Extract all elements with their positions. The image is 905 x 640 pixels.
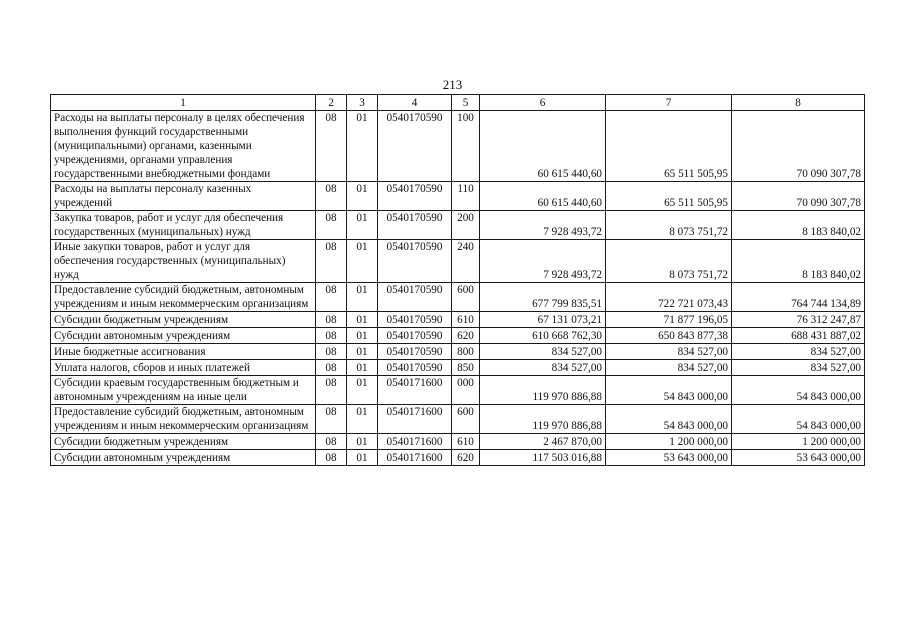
table-row [51,283,865,312]
row-section-code: 08 [316,111,347,182]
row-amount-col8: 70 090 307,78 [732,111,865,182]
row-section-code: 08 [316,360,347,376]
budget-table [50,94,865,466]
table-header-row [51,95,865,111]
row-description: Субсидии автономным учреждениям [51,450,316,466]
row-amount-col7: 71 877 196,05 [606,312,732,328]
row-target-article: 0540170590 [378,344,452,360]
row-expense-type: 610 [452,312,480,328]
row-expense-type: 620 [452,328,480,344]
page-number: 213 [442,77,463,92]
row-amount-col8: 70 090 307,78 [732,182,865,211]
row-subsection-code: 01 [347,182,378,211]
row-amount-col8: 8 183 840,02 [732,211,865,240]
row-description: Предоставление субсидий бюджетным, автономным учреждениям и иным некоммерческим организациям [51,405,316,434]
row-subsection-code: 01 [347,240,378,283]
row-subsection-code: 01 [347,450,378,466]
row-subsection-code: 01 [347,376,378,405]
row-amount-col6: 7 928 493,72 [480,240,606,283]
row-section-code: 08 [316,283,347,312]
row-amount-col6: 60 615 440,60 [480,111,606,182]
table-row [51,182,865,211]
row-subsection-code: 01 [347,211,378,240]
row-section-code: 08 [316,344,347,360]
row-subsection-code: 01 [347,405,378,434]
row-description: Предоставление субсидий бюджетным, автономным учреждениям и иным некоммерческим организациям [51,283,316,312]
row-section-code: 08 [316,405,347,434]
row-target-article: 0540170590 [378,360,452,376]
row-target-article: 0540171600 [378,434,452,450]
row-description: Субсидии автономным учреждениям [51,328,316,344]
row-target-article: 0540171600 [378,405,452,434]
header-cell: 8 [732,95,865,111]
row-section-code: 08 [316,450,347,466]
row-amount-col6: 834 527,00 [480,360,606,376]
table-row [51,376,865,405]
row-subsection-code: 01 [347,360,378,376]
row-expense-type: 610 [452,434,480,450]
row-description: Уплата налогов, сборов и иных платежей [51,360,316,376]
row-amount-col8: 834 527,00 [732,360,865,376]
row-target-article: 0540170590 [378,328,452,344]
table-row [51,434,865,450]
row-section-code: 08 [316,211,347,240]
row-amount-col8: 76 312 247,87 [732,312,865,328]
row-description: Расходы на выплаты персоналу казенных учреждений [51,182,316,211]
row-expense-type: 000 [452,376,480,405]
row-amount-col8: 53 643 000,00 [732,450,865,466]
row-expense-type: 800 [452,344,480,360]
row-description: Иные закупки товаров, работ и услуг для обеспечения государственных (муниципальных) нужд [51,240,316,283]
row-amount-col8: 8 183 840,02 [732,240,865,283]
row-amount-col6: 677 799 835,51 [480,283,606,312]
row-amount-col6: 610 668 762,30 [480,328,606,344]
row-description: Иные бюджетные ассигнования [51,344,316,360]
row-expense-type: 240 [452,240,480,283]
row-amount-col8: 688 431 887,02 [732,328,865,344]
table-row [51,450,865,466]
row-target-article: 0540170590 [378,111,452,182]
header-cell: 1 [51,95,316,111]
row-subsection-code: 01 [347,434,378,450]
row-amount-col7: 8 073 751,72 [606,240,732,283]
row-amount-col7: 65 511 505,95 [606,111,732,182]
row-expense-type: 850 [452,360,480,376]
table-row [51,312,865,328]
table-row [51,344,865,360]
row-target-article: 0540171600 [378,450,452,466]
table-row [51,240,865,283]
row-amount-col7: 65 511 505,95 [606,182,732,211]
row-description: Субсидии краевым государственным бюджетным и автономным учреждениям на иные цели [51,376,316,405]
row-amount-col6: 7 928 493,72 [480,211,606,240]
row-amount-col8: 54 843 000,00 [732,405,865,434]
row-expense-type: 200 [452,211,480,240]
row-amount-col7: 54 843 000,00 [606,376,732,405]
row-expense-type: 600 [452,405,480,434]
table-row [51,111,865,182]
row-subsection-code: 01 [347,283,378,312]
row-section-code: 08 [316,312,347,328]
row-amount-col7: 650 843 877,38 [606,328,732,344]
row-target-article: 0540170590 [378,182,452,211]
header-cell: 7 [606,95,732,111]
row-amount-col7: 834 527,00 [606,344,732,360]
row-amount-col8: 1 200 000,00 [732,434,865,450]
row-amount-col7: 54 843 000,00 [606,405,732,434]
row-target-article: 0540171600 [378,376,452,405]
table-row [51,211,865,240]
row-amount-col7: 1 200 000,00 [606,434,732,450]
row-amount-col7: 722 721 073,43 [606,283,732,312]
row-expense-type: 600 [452,283,480,312]
row-subsection-code: 01 [347,111,378,182]
table-row [51,360,865,376]
table-row [51,405,865,434]
row-amount-col6: 2 467 870,00 [480,434,606,450]
row-description: Субсидии бюджетным учреждениям [51,434,316,450]
row-amount-col7: 53 643 000,00 [606,450,732,466]
row-amount-col7: 8 073 751,72 [606,211,732,240]
row-target-article: 0540170590 [378,312,452,328]
row-section-code: 08 [316,240,347,283]
row-amount-col7: 834 527,00 [606,360,732,376]
row-amount-col6: 60 615 440,60 [480,182,606,211]
row-section-code: 08 [316,328,347,344]
row-description: Субсидии бюджетным учреждениям [51,312,316,328]
row-description: Расходы на выплаты персоналу в целях обеспечения выполнения функций государственными (муниципальными) органами, казенными учреждениями, органами управления государственными внебюджетными фондами [51,111,316,182]
row-amount-col6: 117 503 016,88 [480,450,606,466]
row-subsection-code: 01 [347,312,378,328]
row-section-code: 08 [316,376,347,405]
row-expense-type: 620 [452,450,480,466]
row-amount-col6: 119 970 886,88 [480,376,606,405]
row-section-code: 08 [316,434,347,450]
row-subsection-code: 01 [347,344,378,360]
row-subsection-code: 01 [347,328,378,344]
row-target-article: 0540170590 [378,240,452,283]
header-cell: 5 [452,95,480,111]
row-amount-col8: 54 843 000,00 [732,376,865,405]
header-cell: 4 [378,95,452,111]
row-target-article: 0540170590 [378,283,452,312]
row-expense-type: 100 [452,111,480,182]
row-description: Закупка товаров, работ и услуг для обеспечения государственных (муниципальных) нужд [51,211,316,240]
header-cell: 6 [480,95,606,111]
header-cell: 3 [347,95,378,111]
row-amount-col6: 67 131 073,21 [480,312,606,328]
row-target-article: 0540170590 [378,211,452,240]
row-amount-col6: 119 970 886,88 [480,405,606,434]
table-row [51,328,865,344]
row-amount-col8: 834 527,00 [732,344,865,360]
header-cell: 2 [316,95,347,111]
row-amount-col8: 764 744 134,89 [732,283,865,312]
row-expense-type: 110 [452,182,480,211]
row-section-code: 08 [316,182,347,211]
row-amount-col6: 834 527,00 [480,344,606,360]
